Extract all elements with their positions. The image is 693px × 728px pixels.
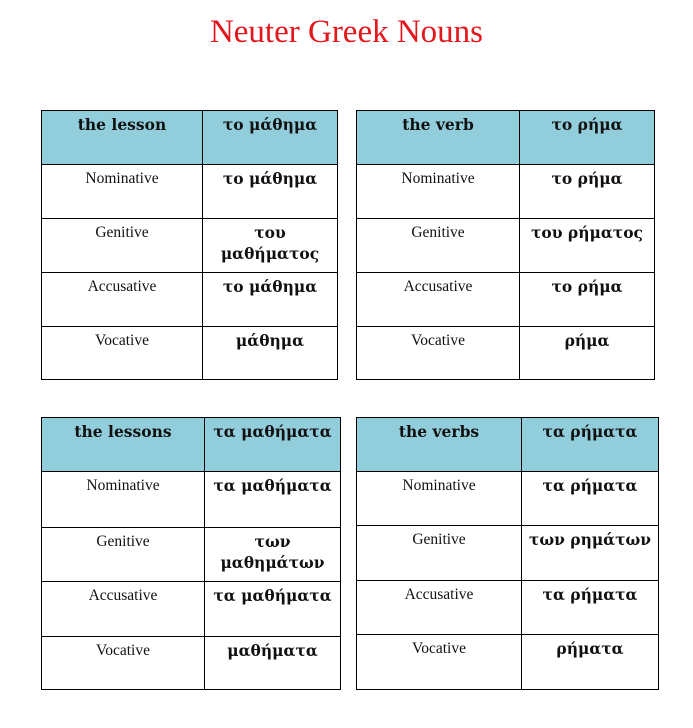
greek-form: των μαθημάτων <box>205 528 341 582</box>
greek-form: μαθήματα <box>205 637 341 690</box>
table-row <box>42 273 338 327</box>
english-noun-header: the lesson <box>42 111 203 165</box>
greek-form: μάθημα <box>203 327 338 380</box>
table-header-row <box>357 418 659 472</box>
table-row <box>42 165 338 219</box>
greek-form: το μάθημα <box>203 165 338 219</box>
case-name: Genitive <box>42 528 205 582</box>
greek-form: τα μαθήματα <box>205 472 341 528</box>
case-name: Accusative <box>42 582 205 637</box>
table-row <box>42 327 338 380</box>
greek-form: ρήματα <box>522 635 659 690</box>
declension-table <box>41 417 341 690</box>
declension-table <box>41 110 338 380</box>
table-row <box>357 165 655 219</box>
greek-form: του ρήματος <box>520 219 655 273</box>
greek-noun-header: τα ρήματα <box>522 418 659 472</box>
case-name: Nominative <box>42 472 205 528</box>
case-name: Vocative <box>42 327 203 380</box>
table-row <box>357 472 659 526</box>
page-title: Neuter Greek Nouns <box>209 14 484 50</box>
case-name: Nominative <box>357 165 520 219</box>
table-header-row <box>42 418 341 472</box>
table-row <box>357 635 659 690</box>
table-row <box>357 327 655 380</box>
greek-form: το ρήμα <box>520 273 655 327</box>
english-noun-header: the verbs <box>357 418 522 472</box>
table-row <box>357 273 655 327</box>
case-name: Vocative <box>357 327 520 380</box>
table-row <box>42 219 338 273</box>
greek-form: τα ρήματα <box>522 472 659 526</box>
table-header-row <box>42 111 338 165</box>
case-name: Vocative <box>357 635 522 690</box>
table-row <box>42 472 341 528</box>
greek-form: τα ρήματα <box>522 581 659 635</box>
case-name: Nominative <box>357 472 522 526</box>
table-row <box>357 581 659 635</box>
greek-form: των ρημάτων <box>522 526 659 581</box>
table-row <box>42 528 341 582</box>
table-row <box>357 526 659 581</box>
greek-noun-header: τα μαθήματα <box>205 418 341 472</box>
case-name: Accusative <box>357 581 522 635</box>
greek-form: του μαθήματος <box>203 219 338 273</box>
table-header-row <box>357 111 655 165</box>
case-name: Genitive <box>357 526 522 581</box>
table-row <box>42 637 341 690</box>
greek-form: το ρήμα <box>520 165 655 219</box>
case-name: Genitive <box>42 219 203 273</box>
english-noun-header: the verb <box>357 111 520 165</box>
declension-table <box>356 417 659 690</box>
english-noun-header: the lessons <box>42 418 205 472</box>
case-name: Vocative <box>42 637 205 690</box>
greek-form: ρήμα <box>520 327 655 380</box>
greek-noun-header: το ρήμα <box>520 111 655 165</box>
case-name: Genitive <box>357 219 520 273</box>
greek-form: το μάθημα <box>203 273 338 327</box>
greek-noun-header: το μάθημα <box>203 111 338 165</box>
greek-form: τα μαθήματα <box>205 582 341 637</box>
case-name: Nominative <box>42 165 203 219</box>
case-name: Accusative <box>42 273 203 327</box>
case-name: Accusative <box>357 273 520 327</box>
table-row <box>42 582 341 637</box>
table-row <box>357 219 655 273</box>
declension-table <box>356 110 655 380</box>
